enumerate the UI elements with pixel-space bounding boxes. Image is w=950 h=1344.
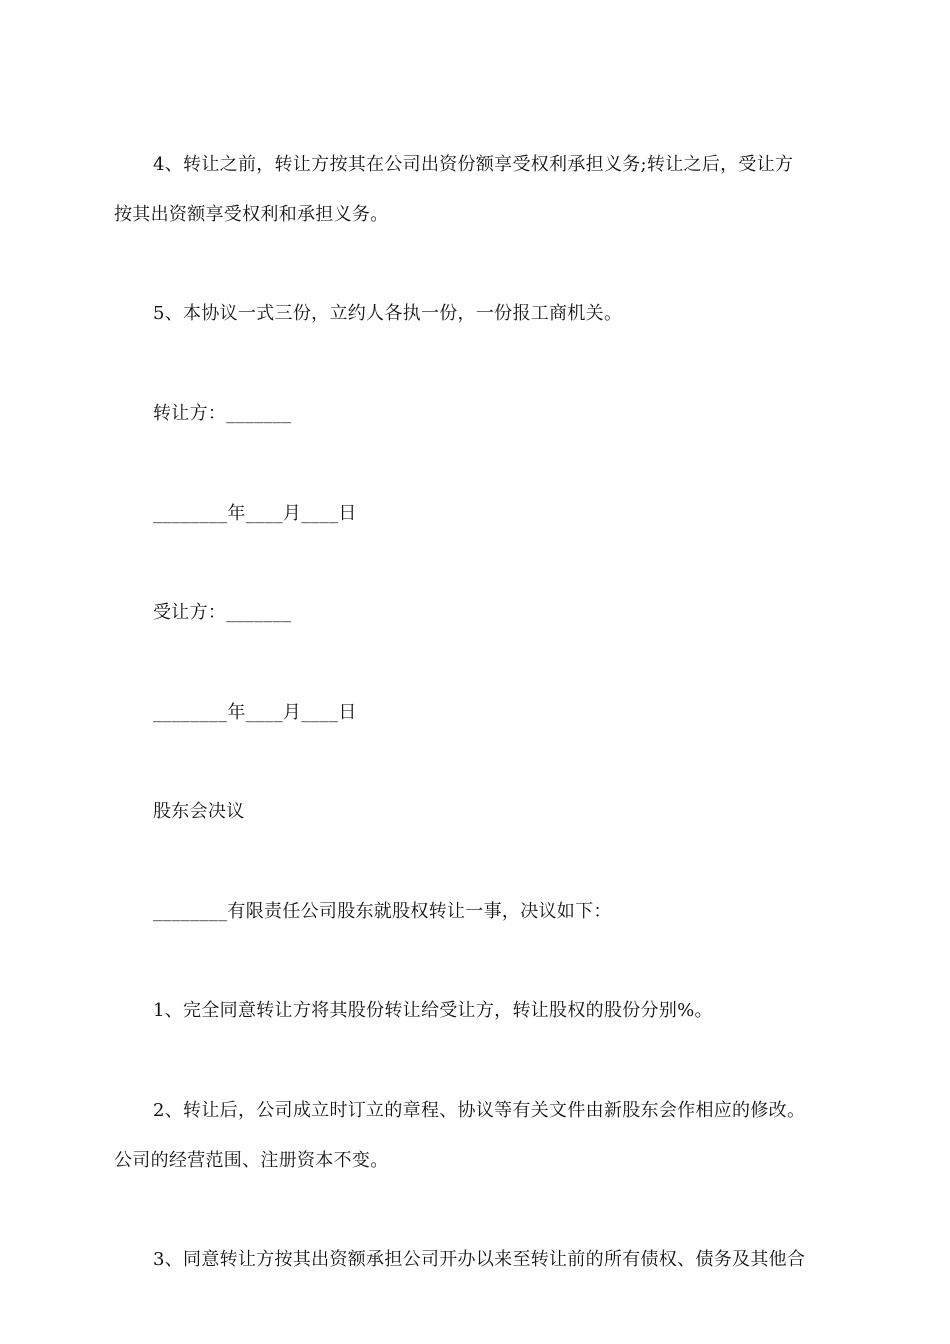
clause-4-line-2: 按其出资额享受权利和承担义务。 [114,204,389,225]
transferee-signature-line: 受让方：_______ [153,602,292,623]
resolution-item-1: 1、完全同意转让方将其股份转让给受让方，转让股权的股份分别%。 [153,1000,713,1021]
clause-5: 5、本协议一式三份，立约人各执一份，一份报工商机关。 [153,303,623,324]
transferor-signature-line: 转让方：_______ [153,403,292,424]
transferor-date-line: ________年____月____日 [153,503,357,524]
resolution-item-2-line-1: 2、转让后，公司成立时订立的章程、协议等有关文件由新股东会作相应的修改。 [153,1100,806,1121]
resolution-item-3-line-1: 3、同意转让方按其出资额承担公司开办以来至转让前的所有债权、债务及其他合 [153,1249,806,1270]
clause-4-line-1: 4、转让之前，转让方按其在公司出资份额享受权利承担义务;转让之后，受让方 [153,154,794,175]
resolution-title: 股东会决议 [153,801,245,822]
resolution-item-2-line-2: 公司的经营范围、注册资本不变。 [114,1150,389,1171]
resolution-intro: ________有限责任公司股东就股权转让一事，决议如下： [153,901,612,922]
transferee-date-line: ________年____月____日 [153,702,357,723]
